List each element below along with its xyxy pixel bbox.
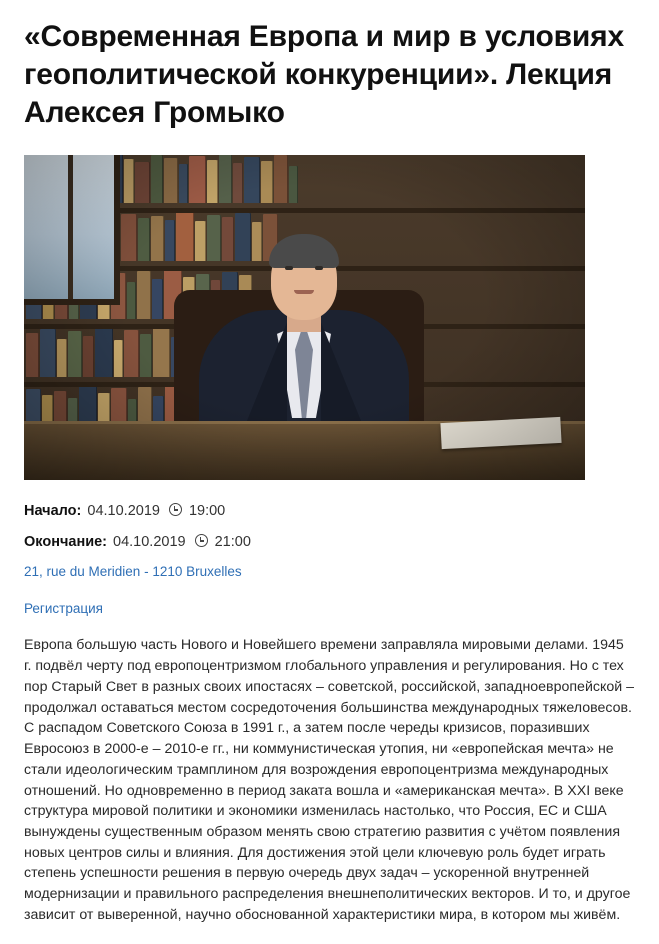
photo-vignette bbox=[24, 155, 585, 480]
event-end-row bbox=[24, 533, 635, 550]
article-body bbox=[24, 635, 635, 925]
article-paragraph: Европа большую часть Нового и Новейшего времени заправляла мировыми делами. 1945 г. подвёл черту под европоцентризмом глобального управления и регулирования. Но с тех пор Старый Свет в разных своих ипостасях – советской, российской, западноевропейской – продолжал оставаться местом сосредоточения большинства международных тяжеловесов. С распадом Советского Союза в 1991 г., а затем после череды кризисов, поразивших Евросоюз в 2000-е – 2010-е гг., ни коммунистическая утопия, ни «европейская мечта» не стали идеологическим трамплином для возрождения европоцентризма международных отношений. Но одновременно в период заката вошла и «американская мечта». В XXI веке структура мировой политики и экономики изменилась настолько, что Россия, ЕС и США вынуждены существенным образом менять свою стратегию развития с учётом появления новых центров силы и влияния. Для достижения этой цели ключевую роль будет играть степень успешности решения в первую очередь двух задач – ускоренной внутренней модернизации и правильного распределения внешнеполитических векторов. И то, и другое зависит от выверенной, научно обоснованной характеристики мира, в котором мы живём. bbox=[24, 637, 634, 923]
clock-icon bbox=[195, 534, 208, 547]
registration-link[interactable]: Регистрация bbox=[24, 601, 103, 617]
event-start-label: Начало: bbox=[24, 503, 82, 520]
event-end-date: 04.10.2019 bbox=[113, 534, 186, 551]
event-start-row bbox=[24, 502, 635, 519]
event-address-link[interactable]: 21, rue du Meridien - 1210 Bruxelles bbox=[24, 564, 242, 580]
lecture-photo bbox=[24, 155, 585, 480]
event-start-time: 19:00 bbox=[188, 503, 226, 520]
event-meta bbox=[24, 502, 635, 617]
event-start-date: 04.10.2019 bbox=[87, 503, 160, 520]
event-end-time: 21:00 bbox=[214, 534, 251, 551]
clock-icon bbox=[169, 503, 182, 516]
event-end-label: Окончание: bbox=[24, 534, 108, 551]
page-title: «Современная Европа и мир в условиях геополитической конкуренции». Лекция Алексея Громыко bbox=[24, 20, 624, 129]
